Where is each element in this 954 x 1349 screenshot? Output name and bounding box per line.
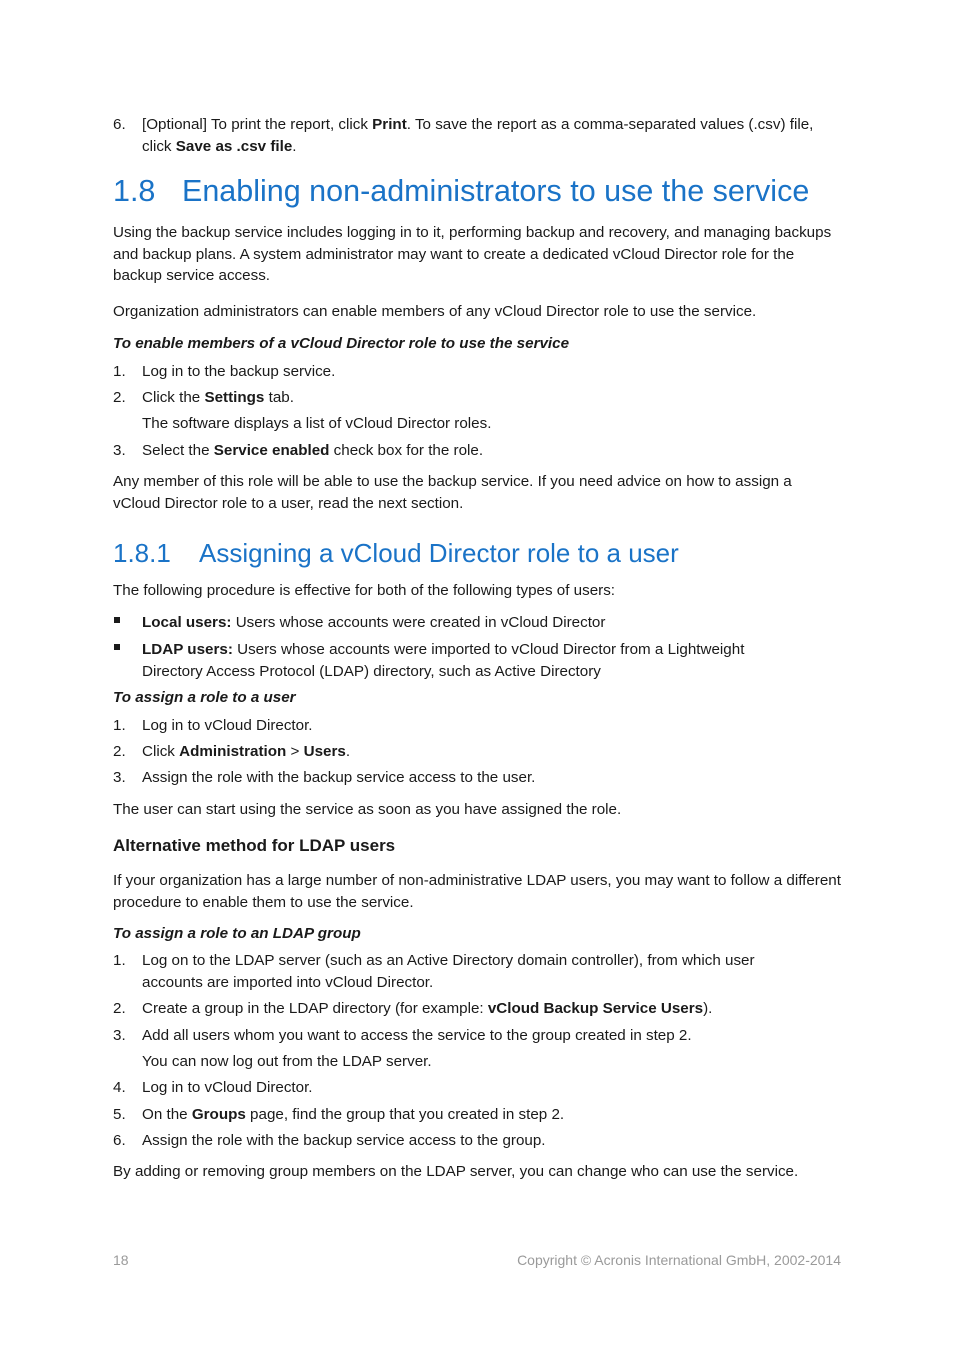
list-item: Log in to vCloud Director. <box>142 717 313 734</box>
page-number: 18 <box>113 1252 129 1268</box>
list-item <box>142 387 842 409</box>
list-item: Log in to the backup service. <box>142 363 336 380</box>
item-text: ). <box>703 1000 713 1017</box>
list-item: Assign the role with the backup service access to the group. <box>142 1132 546 1149</box>
list-number: 2. <box>113 1000 126 1017</box>
list-note: The software displays a list of vCloud Director roles. <box>142 415 492 432</box>
item-bold: Save as .csv file <box>175 137 293 155</box>
item-text: Click <box>142 743 180 760</box>
item-text: check box for the role. <box>329 442 484 459</box>
list-number: 1. <box>113 952 126 969</box>
list-item: Assign the role with the backup service access to the user. <box>142 769 536 786</box>
paragraph: Organization administrators can enable members of any vCloud Director role to use the service. <box>113 303 757 320</box>
item-bold: Users <box>303 743 346 760</box>
subsection-title: Assigning a vCloud Director role to a user <box>199 538 679 568</box>
procedure-title: To assign a role to an LDAP group <box>113 925 361 942</box>
list-number: 3. <box>113 1027 126 1044</box>
section-heading <box>113 174 809 209</box>
subsection-heading <box>113 538 679 569</box>
list-number: 2. <box>113 389 126 406</box>
item-bold: Settings <box>204 389 265 406</box>
item-text: On the <box>142 1106 192 1123</box>
item-text: Create a group in the LDAP directory (for example: <box>142 1000 488 1017</box>
paragraph: Any member of this role will be able to use the backup service. If you need advice on how to assign a vCloud Director role to a user, read the next section. <box>113 473 792 512</box>
list-item <box>142 741 842 763</box>
paragraph: The following procedure is effective for both of the following types of users: <box>113 582 616 599</box>
list-number: 6. <box>113 116 126 133</box>
item-bold: Service enabled <box>213 442 330 459</box>
item-text: . <box>345 743 351 760</box>
paragraph: Using the backup service includes logging in to it, performing backup and recovery, and managing backups and backup plans. A system administrator may want to create a dedicated vCloud Director role for the backup service access. <box>113 224 832 284</box>
item-text: Click the <box>142 389 205 406</box>
copyright-notice: Copyright © Acronis International GmbH, 2002-2014 <box>517 1252 841 1268</box>
item-text: . <box>292 137 297 155</box>
item-text: page, find the group that you created in step 2. <box>245 1106 565 1123</box>
item-text: [Optional] To print the report, click <box>142 116 373 133</box>
paragraph: If your organization has a large number of non-administrative LDAP users, you may want to follow a different procedure to enable them to use the service. <box>113 872 841 911</box>
item-bold: Local users: <box>142 614 232 631</box>
paragraph: The user can start using the service as soon as you have assigned the role. <box>113 801 622 818</box>
item-bold: Print <box>372 116 407 133</box>
list-number: 6. <box>113 1132 126 1149</box>
procedure-title: To assign a role to a user <box>113 689 296 706</box>
subheading: Alternative method for LDAP users <box>113 836 396 855</box>
bullet-marker <box>114 617 120 623</box>
list-item: Add all users whom you want to access the service to the group created in step 2. <box>142 1027 692 1044</box>
bullet-item <box>142 612 842 634</box>
list-item <box>142 440 842 462</box>
list-number: 4. <box>113 1079 126 1096</box>
item-bold: Administration <box>179 743 287 760</box>
list-number: 2. <box>113 743 126 760</box>
section-number: 1.8 <box>113 174 156 208</box>
item-text: . To save the report as a comma-separated values (.csv) file, click <box>142 116 814 155</box>
list-number: 5. <box>113 1106 126 1123</box>
section-title: Enabling non-administrators to use the service <box>182 174 810 208</box>
list-item: Log in to vCloud Director. <box>142 1079 313 1096</box>
list-number: 3. <box>113 769 126 786</box>
list-note: You can now log out from the LDAP server. <box>142 1053 432 1070</box>
subsection-number: 1.8.1 <box>113 538 171 568</box>
list-number: 1. <box>113 717 126 734</box>
item-bold: vCloud Backup Service Users <box>487 1000 704 1017</box>
list-item <box>142 1104 842 1126</box>
item-text: Users whose accounts were imported to vCloud Director from a Lightweight Directory Access Protocol (LDAP) directory, such as Active Directory <box>142 641 745 680</box>
list-item: Log on to the LDAP server (such as an Active Directory domain controller), from which user accounts are imported into vCloud Director. <box>142 952 755 991</box>
item-bold: LDAP users: <box>142 641 233 658</box>
procedure-title: To enable members of a vCloud Director role to use the service <box>113 335 570 352</box>
list-number: 3. <box>113 442 126 459</box>
paragraph: By adding or removing group members on the LDAP server, you can change who can use the service. <box>113 1163 799 1180</box>
item-text: Users whose accounts were created in vCloud Director <box>231 614 606 631</box>
list-item <box>142 114 842 157</box>
item-text: tab. <box>264 389 294 406</box>
bullet-marker <box>114 644 120 650</box>
bullet-item <box>142 639 802 682</box>
list-item <box>142 998 842 1020</box>
item-bold: Groups <box>191 1106 246 1123</box>
list-number: 1. <box>113 363 126 380</box>
item-text: Select the <box>142 442 214 459</box>
item-text: > <box>286 743 304 760</box>
